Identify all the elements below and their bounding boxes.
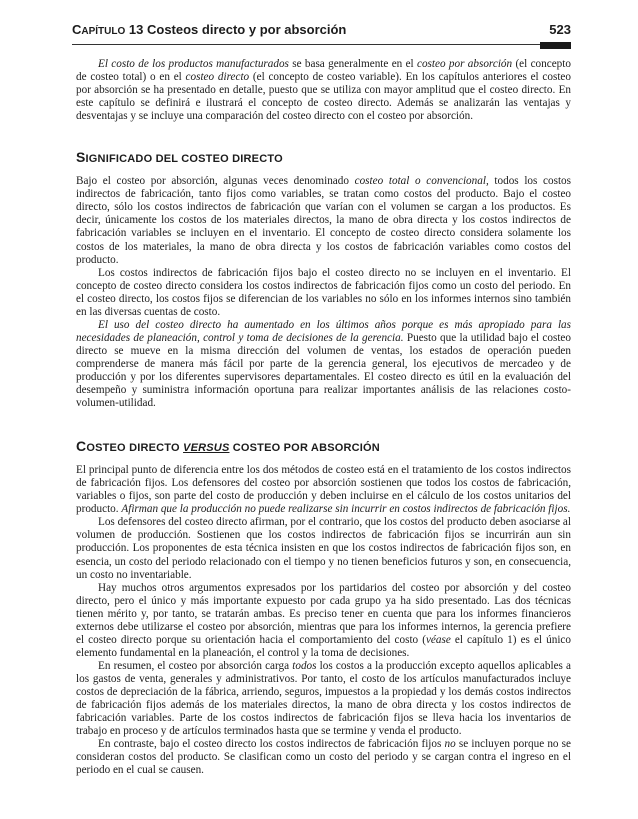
chapter-word-first: C <box>72 22 82 37</box>
heading-initial: C <box>76 438 87 455</box>
page-number: 523 <box>549 22 571 37</box>
chapter-word-rest: APÍTULO <box>81 26 126 37</box>
heading-rest: IGNIFICADO DEL COSTEO DIRECTO <box>85 153 283 166</box>
paragraph <box>76 660 571 738</box>
chapter-number: 13 <box>128 22 144 37</box>
page-body <box>76 58 571 777</box>
intro-italic-e: costeo directo <box>185 71 250 84</box>
intro-text-f: (el concepto de costeo variable). En los capítulos anteriores el costeo por absorción se ha presentado en detalle, puesto que se utiliza con mayor amplitud que el costeo directo. En este capítulo se definirá e ilustrará el concepto de costeo directo. Además se analizarán las ventajas y desventajas y se incluye una comparación del costeo directo con el costeo por absorción. <box>76 71 571 123</box>
section-heading-significado <box>76 151 571 166</box>
heading-part-a: OSTEO DIRECTO <box>86 442 184 455</box>
text-run: En contraste, bajo el costeo directo los costos indirectos de fabricación fijos <box>98 738 445 751</box>
text-run: Bajo el costeo por absorción, algunas veces denominado <box>76 175 355 188</box>
text-run: todos los costos indirectos de fabricación, tanto fijos como variables, se tratan como costos del producto. Bajo el costeo directo, sólo los costos indirectos de fabricación que varían con el volumen se cargan a los productos. Es decir, únicamente los costos de los materiales directos, la mano de obra directa y los costos indirectos de fabricación variables se incluyen en el inventario. El concepto de costeo directo considera solamente los costos de los materiales, la mano de obra directa y los costos de fabricación variables como costos del producto. <box>76 175 572 266</box>
paragraph <box>76 175 571 266</box>
heading-versus-word: VERSUS <box>183 442 230 455</box>
paragraph: Los defensores del costeo directo afirman, por el contrario, que los costos del producto deben asociarse al volumen de producción. Sostienen que los costos indirectos de fabricación fijos se incurrirán aun sin producción. Los proponentes de esta técnica insisten en que los costos indirectos de fabricación fijos son, en esencia, un costo del periodo relacionado con el tiempo y no tienen beneficios futuros y son, en consecuencia, un costo no inventariable. <box>76 516 571 581</box>
text-run: El principal punto de diferencia entre los dos métodos de costeo está en el tratamiento de los costos indirectos de fabricación fijos. Los defensores del costeo por absorción sostienen que todos los costos de fabricación, variables o fijos, son parte del costo de producción y deben incluirse en el cálculo de los costos unitarios del producto. <box>76 464 571 516</box>
italic-run: costeo total o convencional, <box>354 175 489 188</box>
text-run: Hay muchos otros argumentos expresados por los partidarios del costeo por absorción y del costeo directo, pero el único y más importante expuesto por cada grupo ya ha sido presentado. Las dos técnicas tienen mérito y, por tanto, se tratarán ambas. Es preciso tener en cuenta que para los informes financieros externos debe utilizarse el costeo por absorción, mientras que para los informes internos, la gerencia prefiere el costeo directo porque su orientación hacia el comportamiento del costo ( <box>76 581 571 646</box>
chapter-title: Costeos directo y por absorción <box>147 22 347 37</box>
italic-run: no <box>444 738 456 751</box>
text-run: En resumen, el costeo por absorción carga <box>98 659 293 672</box>
intro-italic-c: costeo por absorción <box>417 58 513 70</box>
intro-italic-a: El costo de los productos manufacturados <box>98 58 289 70</box>
intro-text-d: (el concepto de costeo total) o en el <box>76 58 571 84</box>
italic-run: Afirman que la producción no puede realizarse sin incurrir en costos indirectos de fabricación fijos. <box>121 503 571 516</box>
paragraph <box>76 319 571 410</box>
text-run: el capítulo 1) es el único elemento fundamental en la planeación, el control y la toma de decisiones. <box>76 633 571 659</box>
text-run: Puesto que la utilidad bajo el costeo directo se mueve en la misma dirección del volumen de ventas, los estados de operación pueden comprenderse de manera más fácil por parte de la gerencia general, los ejecutivos de mercadeo y de producción y por los diferentes supervisores departamentales. El costeo directo es útil en la evaluación del desempeño y suministra información oportuna para realizar importantes análisis de las relaciones costo-volumen-utilidad. <box>76 331 571 410</box>
text-run: se incluyen porque no se consideran costos del producto. Se clasifican como un costo del periodo y se cargan contra el ingreso en el periodo en el cual se causen. <box>76 738 572 777</box>
thumb-tab-marker <box>540 42 571 49</box>
heading-initial: S <box>76 149 86 166</box>
paragraph <box>76 582 571 660</box>
section-heading-versus <box>76 440 571 455</box>
intro-text-b: se basa generalmente en el <box>288 58 417 70</box>
page-header <box>72 22 571 42</box>
paragraph <box>76 464 571 516</box>
italic-run: El uso del costeo directo ha aumentado en los últimos años porque es más apropiado para las necesidades de planeación, control y toma de decisiones de la gerencia. <box>76 318 571 344</box>
intro-paragraph <box>76 58 571 123</box>
header-rule <box>72 44 571 45</box>
italic-run: todos <box>292 659 317 672</box>
heading-part-b: COSTEO POR ABSORCIÓN <box>229 442 380 455</box>
paragraph <box>76 738 571 777</box>
running-head <box>72 22 346 37</box>
text-run: los costos a la producción excepto aquellos aplicables a los gastos de venta, generales y administrativos. Por tanto, el costo de los artículos manufacturados incluye costos de depreciación de la fábrica, arriendo, seguros, impuestos a la propiedad y los demás costos indirectos de fabricación fijos además de los materiales directos, la mano de obra directa y los costos indirectos de fabricación variables. Parte de los costos indirectos de fabricación fijos se lleva hacia los inventarios de trabajo en proceso y de artículos terminados hasta que se termine y venda el producto. <box>76 659 571 738</box>
paragraph: Los costos indirectos de fabricación fijos bajo el costeo directo no se incluyen en el inventario. El concepto de costeo directo considera los costos indirectos de fabricación fijos como un costo del periodo. En el costeo directo, los costos fijos se diferencian de los variables no sólo en los informes internos sino también en las diversas cuentas de costo. <box>76 266 571 318</box>
italic-run: véase <box>425 633 451 646</box>
